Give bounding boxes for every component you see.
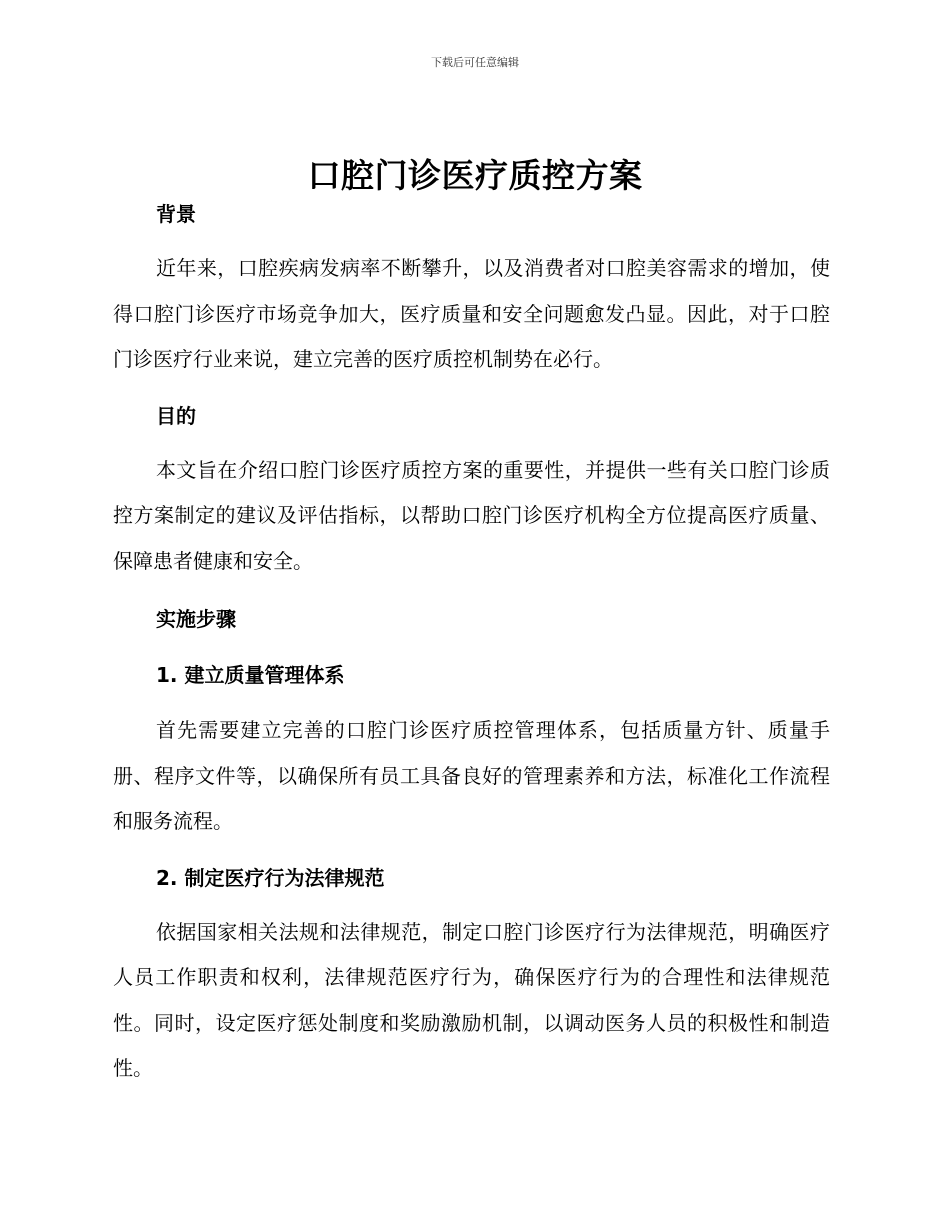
document-body <box>113 202 830 1092</box>
section-heading-steps: 实施步骤 <box>156 607 236 631</box>
section-heading-purpose: 目的 <box>156 403 196 428</box>
page-header-note: 下载后可任意编辑 <box>431 56 519 69</box>
paragraph-purpose: 本文旨在介绍口腔门诊医疗质控方案的重要性，并提供一些有关口腔门诊质控方案制定的建议及评估指标，以帮助口腔门诊医疗机构全方位提高医疗质量、保障患者健康和安全。 <box>113 457 830 573</box>
paragraph-background: 近年来，口腔疾病发病率不断攀升，以及消费者对口腔美容需求的增加，使得口腔门诊医疗市场竞争加大，医疗质量和安全问题愈发凸显。因此，对于口腔门诊医疗行业来说，建立完善的医疗质控机制势在必行。 <box>113 256 830 371</box>
paragraph-step-2: 依据国家相关法规和法律规范，制定口腔门诊医疗行为法律规范，明确医疗人员工作职责和权利，法律规范医疗行为，确保医疗行为的合理性和法律规范性。同时，设定医疗惩处制度和奖励激励机制，以调动医务人员的积极性和制造性。 <box>113 919 830 1080</box>
step-heading-1: 1. 建立质量管理体系 <box>156 663 345 687</box>
paragraph-step-1: 首先需要建立完善的口腔门诊医疗质控管理体系，包括质量方针、质量手册、程序文件等，以确保所有员工具备良好的管理素养和方法，标准化工作流程和服务流程。 <box>113 718 830 833</box>
step-heading-2: 2. 制定医疗行为法律规范 <box>156 865 385 890</box>
document-title: 口腔门诊医疗质控方案 <box>307 156 643 195</box>
section-heading-background: 背景 <box>156 202 196 226</box>
